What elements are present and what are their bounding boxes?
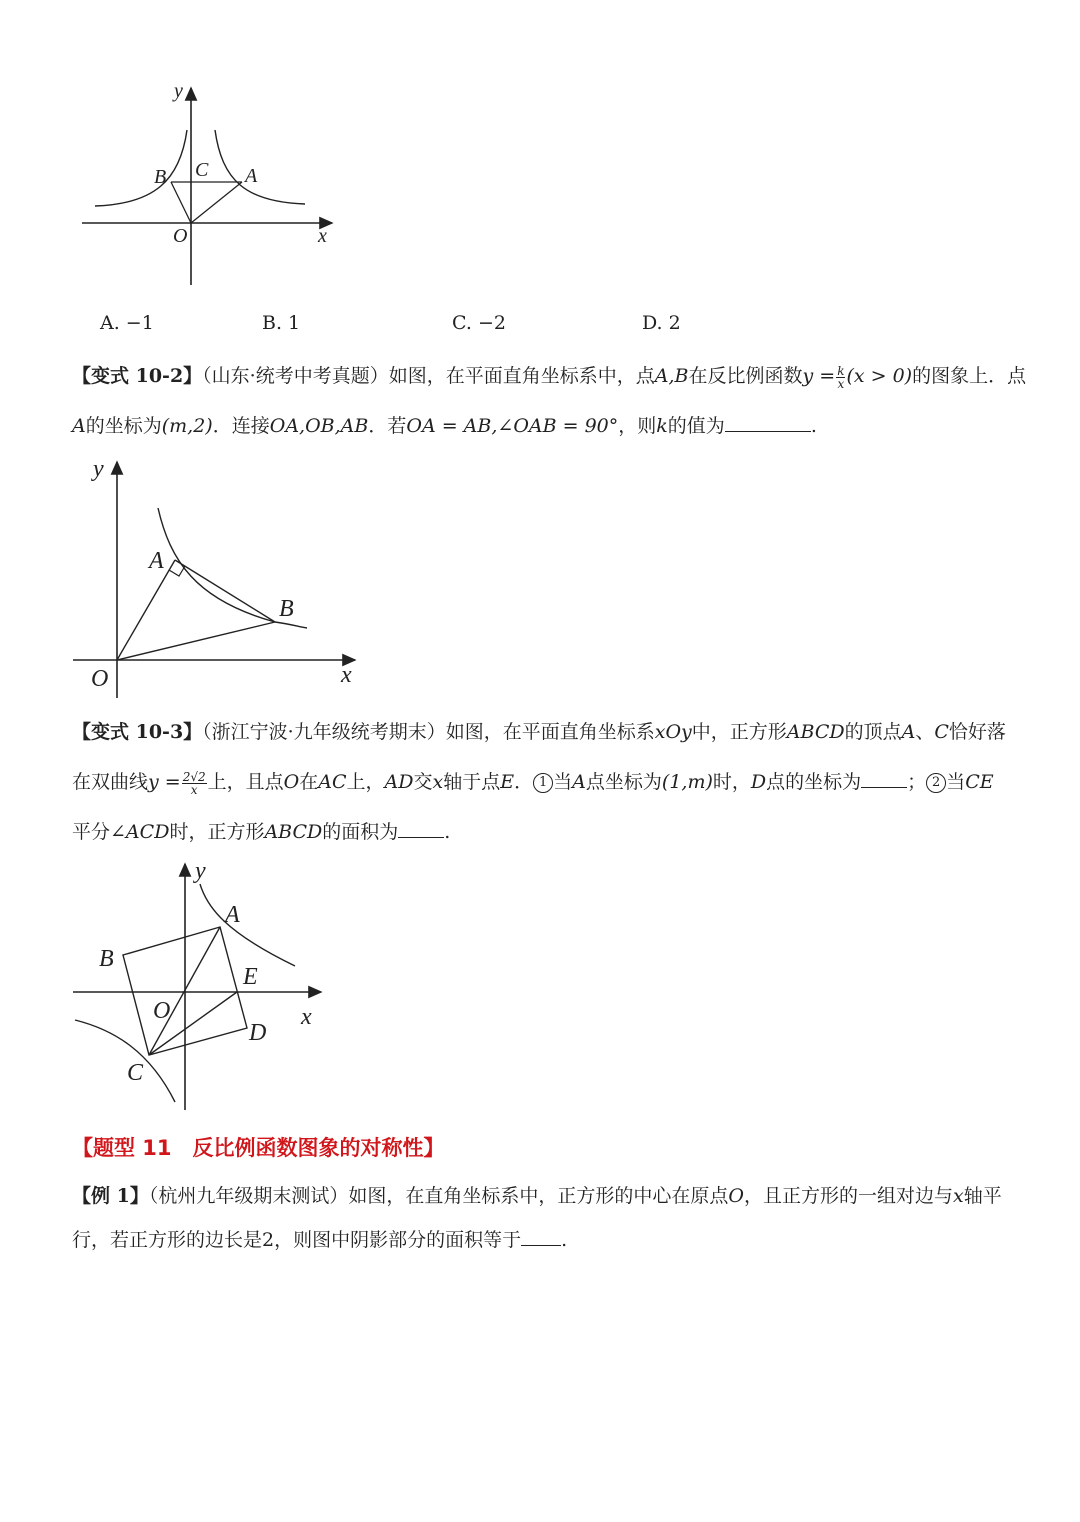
problem-10-3-line-2: 在双曲线y = $\frac{2√2}{x}$ 上，且点O在AC上，AD交x轴于点E． 1 当A点坐标为(1,m)时，D点的坐标为 ； 2 当CE — [72, 769, 994, 797]
example-source: （杭州九年级期末测试） — [148, 1185, 349, 1207]
fraction-k-over-x: $\frac{k}{x}$ — [837, 363, 845, 391]
problem-tag: 【变式 10-2】 — [72, 365, 203, 387]
problem-source: （浙江宁波·九年级统考期末） — [202, 721, 446, 743]
label-D: D — [249, 1020, 267, 1046]
option-a[interactable]: A. −1 — [100, 312, 154, 334]
figure-2-triangle-OAB — [65, 450, 375, 700]
label-E: E — [243, 964, 258, 990]
label-x: x — [341, 662, 352, 688]
answer-blank[interactable] — [725, 413, 811, 432]
label-x: x — [301, 1004, 312, 1030]
label-y: y — [195, 858, 206, 884]
label-x: x — [318, 225, 327, 247]
circled-number-1: 1 — [533, 773, 553, 793]
answer-blank-2[interactable] — [398, 819, 444, 838]
example-1-line-1: 【例 1】（杭州九年级期末测试）如图，在直角坐标系中，正方形的中心在原点O，且正方形的一组对边与x轴平 — [72, 1185, 1002, 1207]
problem-10-3-line-1: 【变式 10-3】（浙江宁波·九年级统考期末）如图，在平面直角坐标系xOy中，正方形ABCD的顶点A、C恰好落 — [72, 721, 1006, 743]
label-A: A — [149, 548, 164, 574]
fraction-2root2-over-x: $\frac{2√2}{x}$ — [182, 769, 206, 797]
hyperbola-first-quadrant — [200, 884, 295, 966]
problem-10-2-line-1: 【变式 10-2】（山东·统考中考真题）如图，在平面直角坐标系中，点A,B在反比例函数y = $\frac{k}{x}$ (x > 0)的图象上．点 — [72, 363, 1027, 391]
answer-blank[interactable] — [521, 1227, 561, 1246]
example-1-line-2: 行，若正方形的边长是2，则图中阴影部分的面积等于 . — [72, 1229, 568, 1251]
problem-10-3-line-3: 平分∠ACD时，正方形ABCD的面积为 . — [72, 821, 451, 843]
problem-tag: 【变式 10-3】 — [72, 721, 203, 743]
problem-source: （山东·统考中考真题） — [202, 365, 389, 387]
label-A: A — [225, 902, 240, 928]
segment-OA — [117, 560, 175, 660]
figure-3-square-ABCD — [65, 852, 335, 1114]
answer-blank-1[interactable] — [861, 769, 907, 788]
hyperbola-third-quadrant — [75, 1020, 175, 1102]
label-O: O — [91, 666, 109, 692]
label-B: B — [279, 596, 294, 622]
section-title: 【题型 11 反比例函数图象的对称性】 — [72, 1136, 445, 1160]
label-A: A — [245, 165, 258, 187]
label-C: C — [127, 1060, 144, 1086]
label-C: C — [195, 159, 209, 181]
segment-OB — [117, 622, 275, 660]
option-d[interactable]: D. 2 — [642, 312, 681, 334]
label-O: O — [173, 225, 188, 247]
label-O: O — [153, 998, 171, 1024]
circled-number-2: 2 — [926, 773, 946, 793]
example-tag: 【例 1】 — [72, 1185, 149, 1207]
option-b[interactable]: B. 1 — [262, 312, 301, 334]
option-c[interactable]: C. −2 — [452, 312, 506, 334]
hyperbola-left — [95, 130, 187, 206]
figure-1-hyperbolas-triangle — [70, 70, 350, 300]
segment-AB — [175, 560, 275, 622]
label-B: B — [154, 166, 167, 188]
label-B: B — [99, 946, 114, 972]
problem-10-2-line-2: A的坐标为(m,2)．连接OA,OB,AB．若OA = AB,∠OAB = 90°，则k的值为 . — [72, 415, 817, 437]
label-y: y — [174, 80, 183, 102]
label-y: y — [93, 456, 104, 482]
segment-OB — [171, 182, 191, 223]
segment-OA — [191, 182, 242, 223]
